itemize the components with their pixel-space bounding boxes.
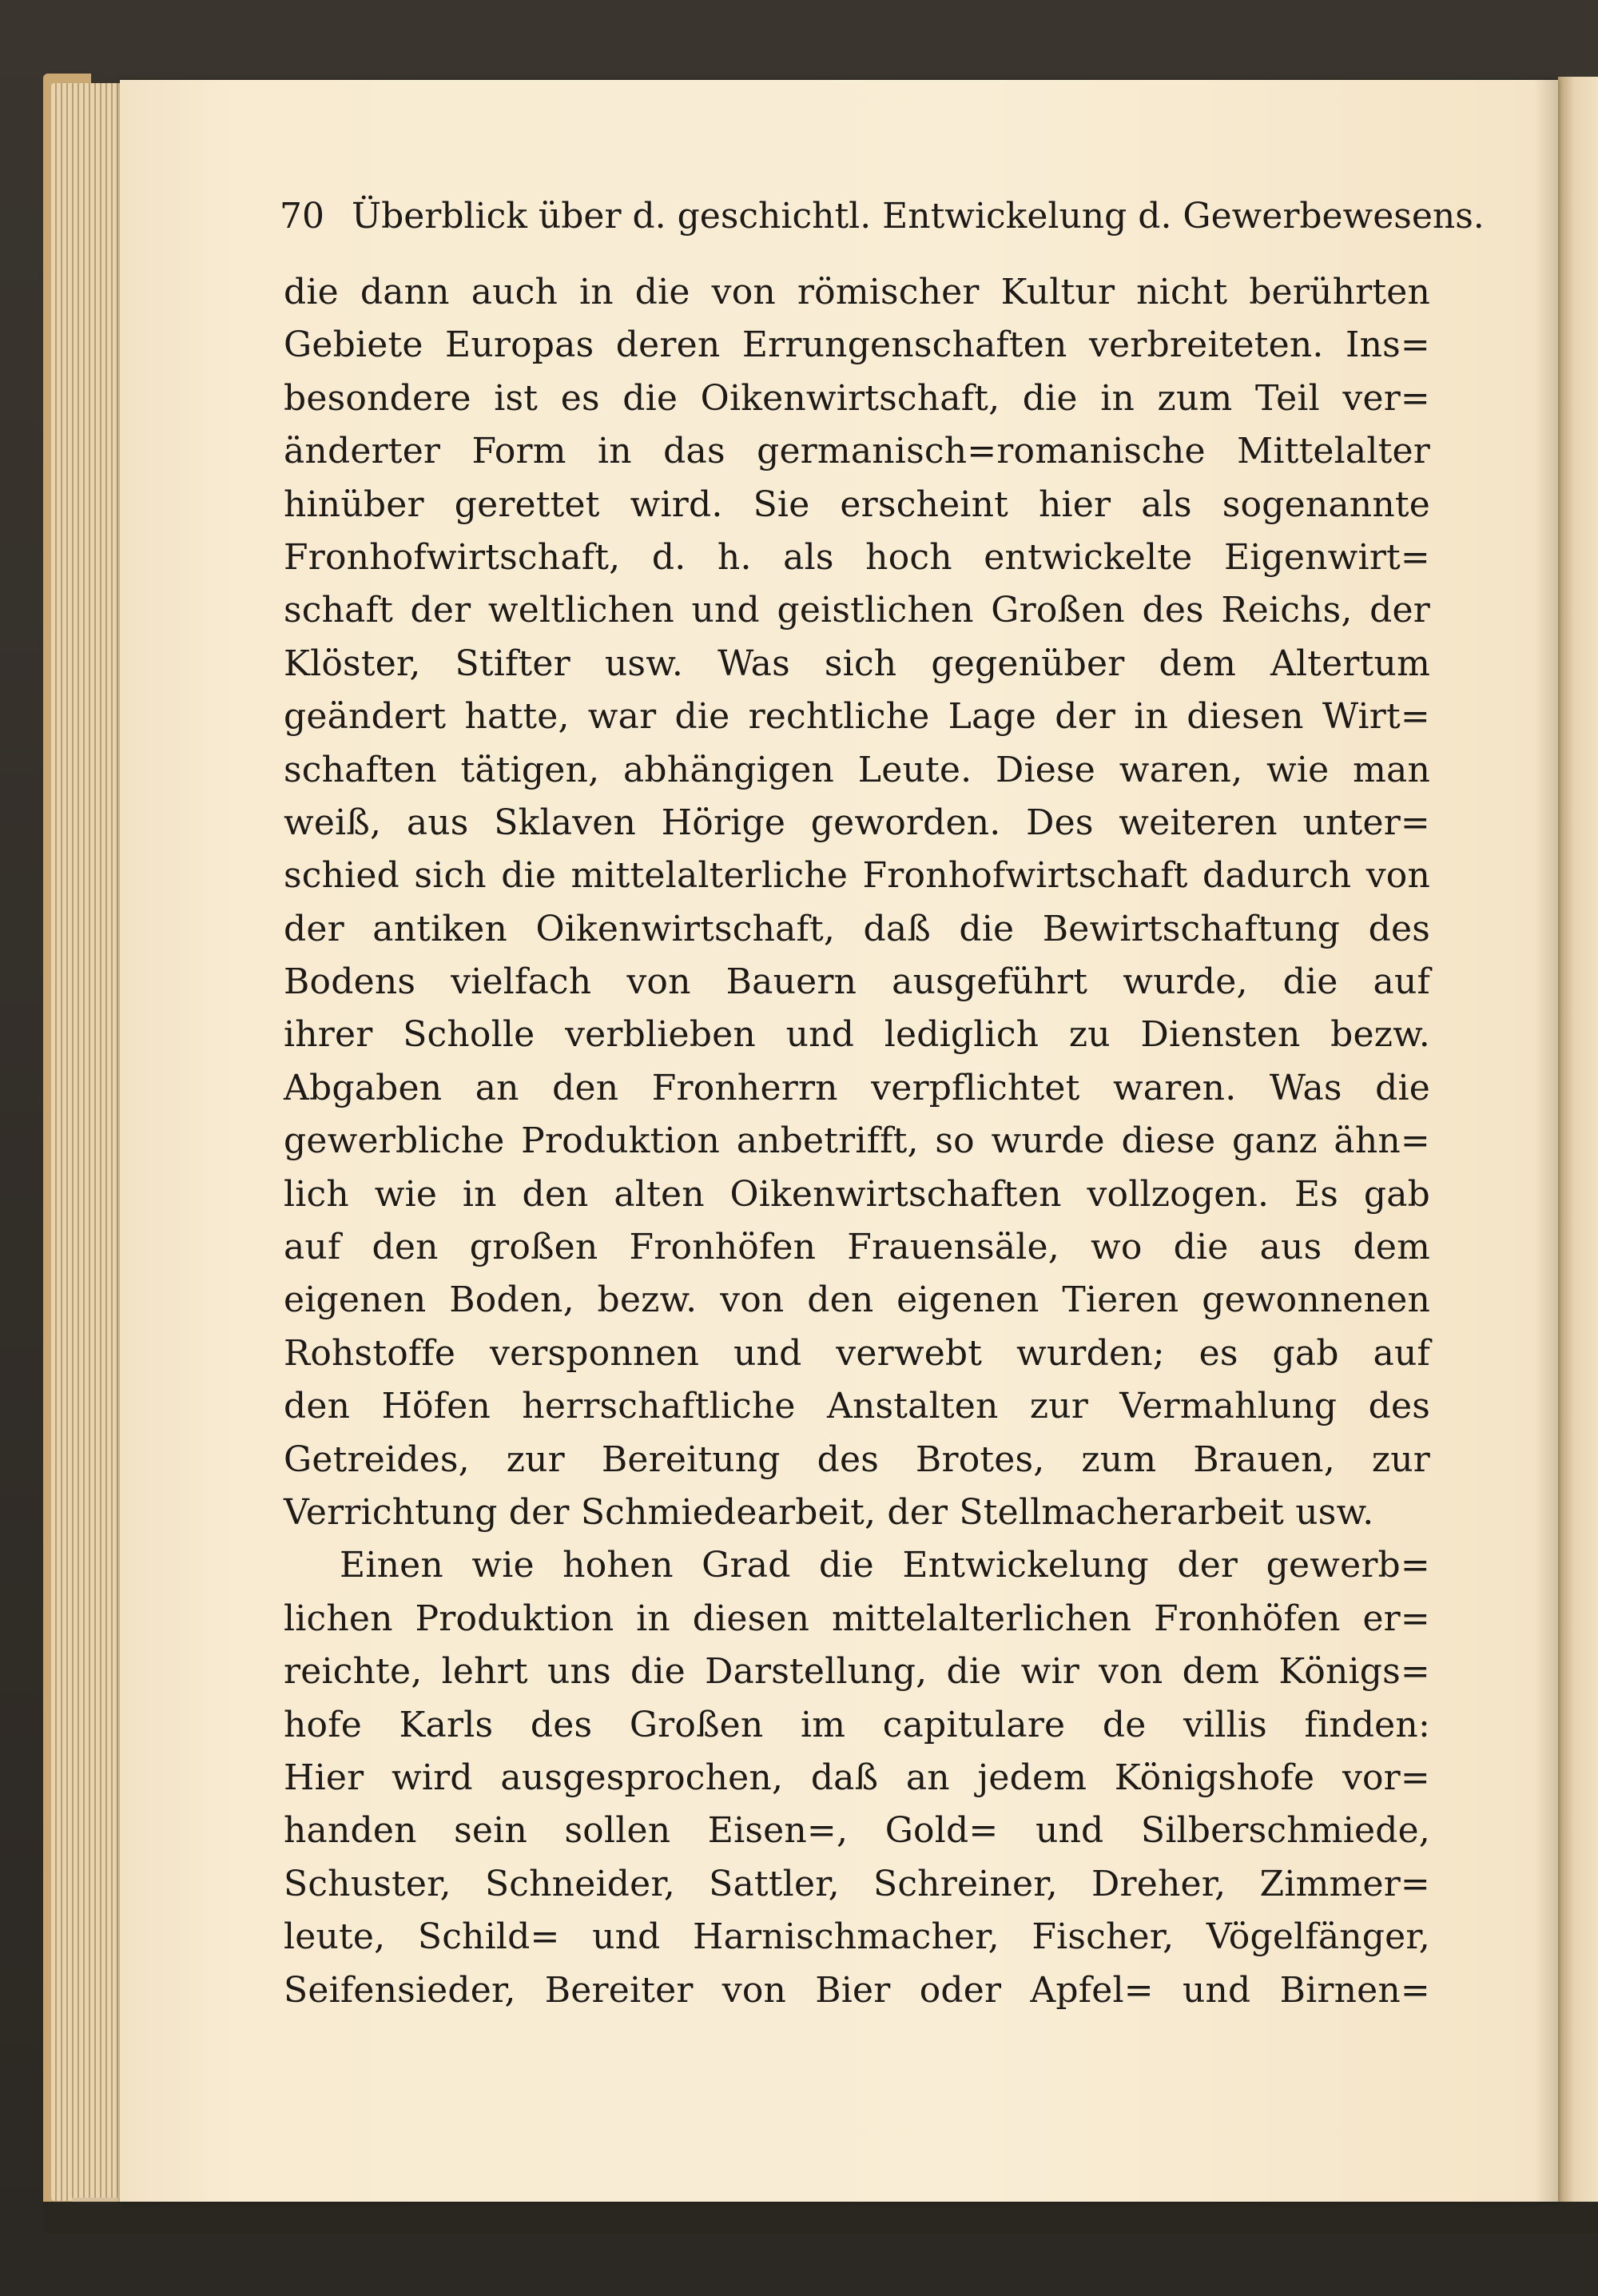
- body-text: [284, 266, 1430, 2017]
- text-line: hinüber gerettet wird. Sie erscheint hier als sogenannte: [284, 483, 1430, 525]
- text-line: schaft der weltlichen und geistlichen Großen des Reichs, der: [284, 590, 1430, 631]
- text-line: geändert hatte, war die rechtliche Lage der in diesen Wirt=: [284, 696, 1430, 738]
- text-line: leute, Schild= und Harnischmacher, Fischer, Vögelfänger,: [284, 1916, 1430, 1958]
- text-line: lichen Produktion in diesen mittelalterlichen Fronhöfen er=: [284, 1598, 1430, 1639]
- text-line: weiß, aus Sklaven Hörige geworden. Des weiteren unter=: [284, 802, 1430, 843]
- text-line: schied sich die mittelalterliche Fronhofwirtschaft dadurch von: [284, 855, 1430, 897]
- gutter-shadow: [1534, 80, 1558, 2202]
- text-line: Verrichtung der Schmiedearbeit, der Stellmacherarbeit usw.: [284, 1491, 1374, 1533]
- page-stack-edges: [51, 83, 131, 2201]
- page-header: [280, 196, 1485, 252]
- text-line: Rohstoffe versponnen und verwebt wurden; es gab auf: [284, 1332, 1430, 1374]
- text-line: die dann auch in die von römischer Kultur nicht berührten: [284, 272, 1430, 312]
- text-line: Gebiete Europas deren Errungenschaften verbreiteten. Ins=: [284, 324, 1430, 366]
- text-line: Bodens vielfach von Bauern ausgeführt wurde, die auf: [284, 961, 1430, 1003]
- text-line: Fronhofwirtschaft, d. h. als hoch entwickelte Eigenwirt=: [284, 536, 1430, 578]
- text-line: lich wie in den alten Oikenwirtschaften vollzogen. Es gab: [284, 1173, 1430, 1215]
- text-line: eigenen Boden, bezw. von den eigenen Tieren gewonnenen: [284, 1279, 1430, 1321]
- text-line: Klöster, Stifter usw. Was sich gegenüber dem Altertum: [284, 643, 1430, 684]
- text-line: Abgaben an den Fronherrn verpflichtet waren. Was die: [284, 1067, 1430, 1108]
- text-line: hofe Karls des Großen im capitulare de villis finden:: [284, 1704, 1430, 1745]
- text-line: Seifensieder, Bereiter von Bier oder Apfel= und Birnen=: [284, 1969, 1430, 2011]
- scan-background-strip: [43, 2202, 1598, 2234]
- text-line: ihrer Scholle verblieben und lediglich zu Diensten bezw.: [284, 1014, 1430, 1056]
- facing-page-edge: [1558, 77, 1598, 2206]
- text-line: Schuster, Schneider, Sattler, Schreiner, Dreher, Zimmer=: [284, 1863, 1430, 1904]
- text-line: der antiken Oikenwirtschaft, daß die Bewirtschaftung des: [284, 908, 1430, 949]
- text-line: auf den großen Fronhöfen Frauensäle, wo die aus dem: [284, 1227, 1430, 1268]
- page-number: 70: [280, 196, 324, 237]
- text-line: Hier wird ausgesprochen, daß an jedem Königshofe vor=: [284, 1757, 1430, 1798]
- text-line: gewerbliche Produktion anbetrifft, so wurde diese ganz ähn=: [284, 1120, 1430, 1162]
- text-line: handen sein sollen Eisen=, Gold= und Silberschmiede,: [284, 1810, 1430, 1852]
- text-line: schaften tätigen, abhängigen Leute. Diese waren, wie man: [284, 749, 1430, 790]
- text-line: reichte, lehrt uns die Darstellung, die wir von dem Königs=: [284, 1651, 1430, 1693]
- text-line: besondere ist es die Oikenwirtschaft, die in zum Teil ver=: [284, 377, 1430, 419]
- text-line: Getreides, zur Bereitung des Brotes, zum Brauen, zur: [284, 1438, 1430, 1480]
- running-title: Überblick über d. geschichtl. Entwickelung d. Gewerbewesens.: [352, 196, 1485, 237]
- text-line: den Höfen herrschaftliche Anstalten zur Vermahlung des: [284, 1386, 1430, 1427]
- text-line: Einen wie hohen Grad die Entwickelung der gewerb=: [340, 1545, 1430, 1586]
- text-line: änderter Form in das germanisch=romanische Mittelalter: [284, 431, 1430, 472]
